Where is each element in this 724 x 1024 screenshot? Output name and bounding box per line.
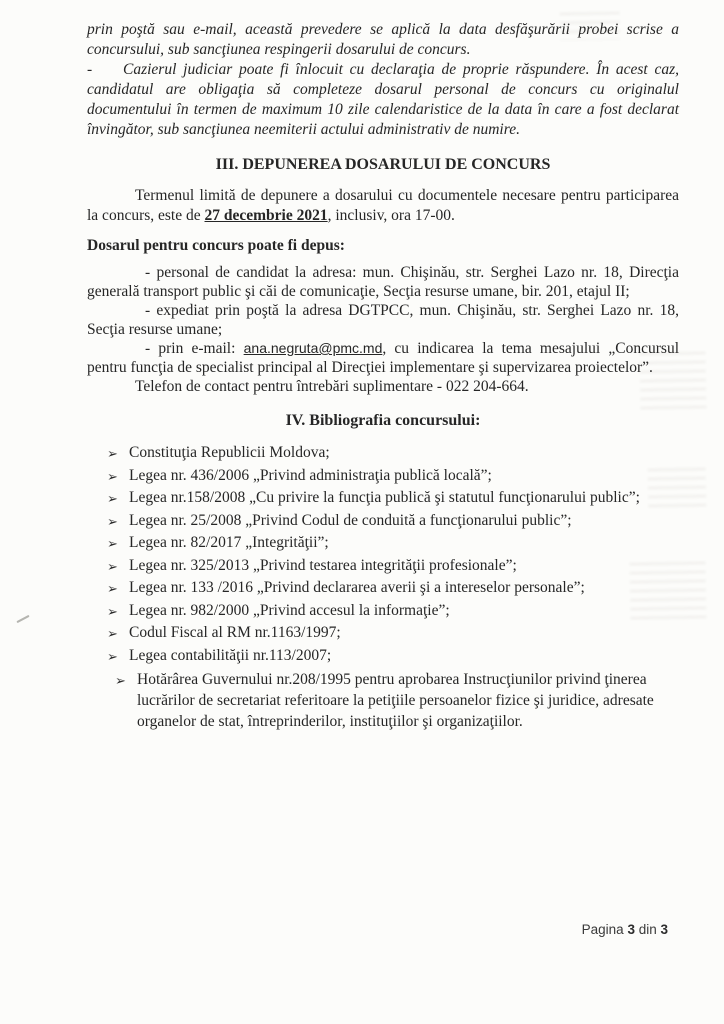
footer-label-pagina: Pagina [581, 922, 628, 937]
email-link[interactable]: ana.negruta@pmc.md [243, 340, 383, 356]
bibliography-item-text: Legea nr. 25/2008 „Privind Codul de conduită a funcţionarului public”; [129, 511, 572, 529]
bibliography-item-legea-158 [107, 487, 679, 509]
arrow-bullet-icon: ➢ [107, 536, 118, 551]
section-iv-heading: IV. Bibliografia concursului: [285, 412, 481, 429]
email-text-before: - prin e-mail: [145, 340, 244, 357]
arrow-bullet-icon: ➢ [115, 672, 126, 688]
bibliography-item-text: Legea nr. 82/2017 „Integrităţii”; [129, 534, 329, 551]
arrow-bullet-icon: ➢ [107, 648, 118, 664]
bibliography-item-legea-82 [107, 532, 679, 554]
bibliography-item-constitutia [107, 442, 679, 464]
contact-phone-line: Telefon de contact pentru întrebări suplimentare - 022 204-664. [135, 378, 529, 395]
bibliography-item-legea-25 [107, 510, 679, 532]
email-text-after: , cu indicarea la tema mesajului „Concursul pentru funcţia de specialist principal al Direcţiei implementare şi supervizarea proiectelor”. [87, 340, 679, 376]
footer-current-page: 3 [627, 922, 635, 937]
bibliography-item-text: Legea nr.158/2008 „Cu privire la funcţia publică şi statutul funcţionarului public”; [129, 489, 640, 506]
arrow-bullet-icon: ➢ [107, 603, 118, 619]
submission-method-email [87, 339, 679, 377]
arrow-bullet-icon: ➢ [107, 513, 118, 529]
arrow-bullet-icon: ➢ [107, 446, 118, 461]
bibliography-item-text: Legea nr. 982/2000 „Privind accesul la informaţie”; [129, 601, 450, 619]
deadline-text-after: , inclusiv, ora 17-00. [327, 207, 455, 224]
bibliography-item-legea-133 [107, 577, 679, 599]
bibliography-item-text: Codul Fiscal al RM nr.1163/1997; [129, 624, 341, 641]
pen-mark-artifact [16, 615, 29, 623]
deadline-date: 27 decembrie 2021 [204, 207, 328, 224]
bibliography-item-legea-325 [107, 555, 679, 577]
arrow-bullet-icon: ➢ [107, 626, 118, 641]
bibliography-list [107, 442, 679, 732]
list-dash: - [87, 61, 93, 78]
arrow-bullet-icon: ➢ [107, 581, 118, 596]
footer-total-pages: 3 [660, 922, 668, 937]
bibliography-item-text: Legea nr. 325/2013 „Privind testarea integrităţii profesionale”; [129, 556, 517, 574]
cazier-paragraph [87, 60, 679, 140]
bibliography-item-text: Hotărârea Guvernului nr.208/1995 pentru aprobarea Instrucţiunilor privind ţinerea lucrărilor de secretariat referitoare la petiţiile persoanelor fizice şi juridice, adresate organelor de stat, întreprinderilor, instituţiilor şi organizaţiilor. [137, 670, 654, 730]
deadline-paragraph [87, 186, 679, 226]
arrow-bullet-icon: ➢ [107, 491, 118, 506]
cazier-paragraph-text: Cazierul judiciar poate fi înlocuit cu declaraţia de proprie răspundere. În acest caz, candidatul are obligaţia să completeze dosarul personal de concurs cu originalul documentului în termen de maximum 10 zile calendaristice de la data în care a fost declarat învingător, sub sancţiunea neemiterii actului administrativ de numire. [87, 61, 679, 138]
bibliography-item-text: Legea contabilităţii nr.113/2007; [129, 646, 332, 664]
bibliography-item-legea-contabilitatii [107, 645, 679, 667]
page-number-footer [582, 922, 668, 937]
section-iii-heading: III. DEPUNEREA DOSARULUI DE CONCURS [215, 156, 551, 173]
bibliography-item-legea-982 [107, 600, 679, 622]
arrow-bullet-icon: ➢ [107, 468, 118, 484]
arrow-bullet-icon: ➢ [107, 558, 118, 574]
bibliography-item-codul-fiscal [107, 622, 679, 644]
bibliography-item-text: Legea nr. 133 /2016 „Privind declararea averii şi a intereselor personale”; [129, 579, 585, 596]
bibliography-item-hotararea-208 [107, 669, 679, 732]
submission-method-personal: - personal de candidat la adresa: mun. Chişinău, str. Serghei Lazo nr. 18, Direcţia generală transport public şi căi de comunicaţie, Secţia resurse umane, bir. 201, etajul II; [87, 264, 679, 300]
submission-method-post: - expediat prin poştă la adresa DGTPCC, mun. Chişinău, str. Serghei Lazo nr. 18, Secţia resurse umane; [87, 302, 679, 338]
bibliography-item-text: Legea nr. 436/2006 „Privind administraţia publică locală”; [129, 466, 492, 484]
intro-paragraph-continuation: prin poştă sau e-mail, această prevedere se aplică la data desfăşurării probei scrise a concursului, sub sancţiunea respingerii dosarului de concurs. [87, 21, 679, 58]
bibliography-item-legea-436 [107, 465, 679, 487]
deadline-text-before: Termenul limită de depunere a dosarului cu documentele necesare pentru participarea la concurs, este de [87, 187, 679, 224]
footer-label-din: din [634, 922, 661, 937]
bibliography-item-text: Constituţia Republicii Moldova; [129, 444, 330, 461]
dossier-submission-subheading: Dosarul pentru concurs poate fi depus: [87, 237, 345, 254]
document-content [87, 20, 679, 732]
